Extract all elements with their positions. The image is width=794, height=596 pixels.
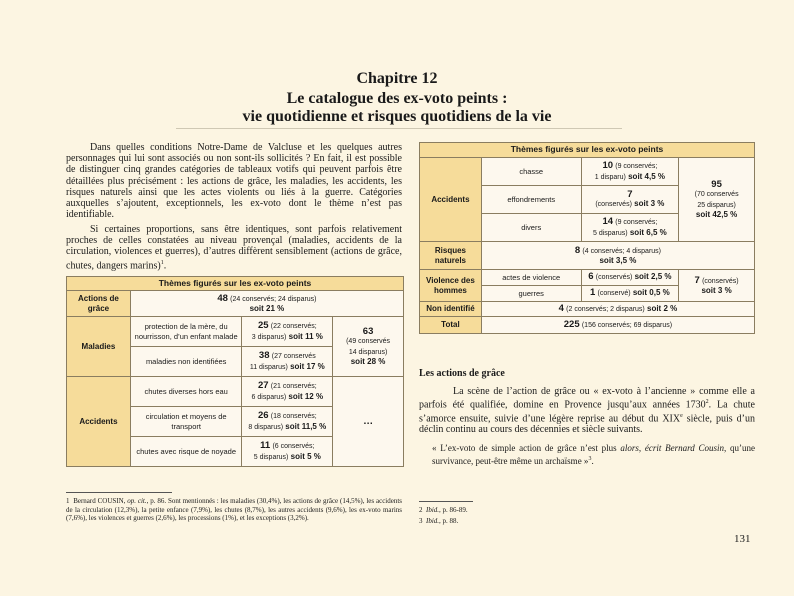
- footnote-rule-left: [66, 492, 172, 493]
- cell-value: 6 (conservés) soit 2,5 %: [581, 270, 679, 286]
- footnote-ref-1: 1: [160, 259, 164, 266]
- sub-label: protection de la mère, du nourrisson, d’un enfant malade: [130, 317, 242, 347]
- cell-violence-total: 7 (conservés) soit 3 %: [679, 270, 755, 302]
- sub-label: chasse: [481, 158, 581, 186]
- footnote-3: 3 Ibid., p. 88.: [419, 517, 459, 525]
- chapter-title-line2: vie quotidienne et risques quotidiens de la vie: [242, 108, 552, 125]
- cell-value: 25 (22 conservés; 3 disparus) soit 11 %: [242, 317, 333, 347]
- sub-label: guerres: [481, 286, 581, 302]
- sub-label: actes de violence: [481, 270, 581, 286]
- cell-value: 11 (6 conservés; 5 disparus) soit 5 %: [242, 437, 333, 467]
- section-paragraph: La scène de l’action de grâce ou « ex-voto à l’ancienne » comme elle a parfois été qualifiée, domine en Provence jusqu’aux années 1730$^2$. La chute s’amorce ensuite, suivie d’une légère reprise au début du XIXe siècle, puis d’un déclin continu au cours des décennies et siècle suivants.: [419, 386, 755, 436]
- cell-value: 14 (9 conservés; 5 disparus) soit 6,5 %: [581, 214, 679, 242]
- title-rule: [176, 128, 622, 129]
- row-label-risques: Risques naturels: [420, 242, 482, 270]
- footnote-rule-right: [419, 501, 473, 502]
- footnote-ref-2: 2: [705, 399, 709, 406]
- cell-maladies-total: 63 (49 conservés 14 disparus) soit 28 %: [333, 317, 404, 377]
- cell-value: 38 (27 conservés 11 disparus) soit 17 %: [242, 347, 333, 377]
- cell-value: 1 (conservé) soit 0,5 %: [581, 286, 679, 302]
- sub-label: effondrements: [481, 186, 581, 214]
- page-number: 131: [734, 533, 751, 545]
- paragraph-2: [66, 224, 402, 271]
- cell-accidents-continued: …: [333, 377, 404, 467]
- table-1-header: Thèmes figurés sur les ex-voto peints: [67, 277, 404, 291]
- footnote-1: 1 Bernard COUSIN, op. cit., p. 86. Sont mentionnés : les maladies (30,4%), les actions de grâce (14,5%), les accidents de la circulation (12,3%), la petite enfance (7,9%), les chutes (8,7%), les autres accidents (9,6%), les ex-voto marins (7,6%), les violences et guerres (2,6%), les processions (1%), et les exceptions (3,2%).: [66, 497, 403, 522]
- cell-non-identifie: 4 (2 conservés; 2 disparus) soit 2 %: [481, 302, 754, 317]
- paragraph-1: Dans quelles conditions Notre-Dame de Valcluse et les quelques autres personnages qui lui sont associés ou non sont-ils sollicités ? En fait, il est possible de distinguer cinq grandes catégories de tableaux votifs qui peuvent parfois être détaillées plus précisément : les actions de grâce, les maladies, les accidents, les risques naturels ainsi que les actes violents ou liés à la guerre. Catégories auxquelles s’ajoutent, exceptionnels, les ex-voto dont le thème n’est pas identifiable.: [66, 142, 402, 221]
- row-label-accidents: Accidents: [420, 158, 482, 242]
- row-label-violence: Violence des hommes: [420, 270, 482, 302]
- cell-graces: 48 (24 conservés; 24 disparus) soit 21 %: [130, 291, 403, 317]
- sub-label: chutes avec risque de noyade: [130, 437, 242, 467]
- quote: « L’ex-voto de simple action de grâce n’est plus alors, écrit Bernard Cousin, qu’une survivance, peut-être même un archaïsme »$^3$.: [432, 443, 755, 466]
- footnote-2: 2 Ibid., p. 86-89.: [419, 506, 468, 514]
- sub-label: maladies non identifiées: [130, 347, 242, 377]
- paragraph-2-text: Si certaines proportions, sans être identiques, sont parfois relativement proches de celles constatées au niveau provençal (maladies, accidents de la circulation, violences et guerres), d’autres diffèrent sensiblement (actions de grâce, chutes, dangers marins): [66, 224, 402, 271]
- themes-table-1: [66, 276, 404, 467]
- row-label-maladies: Maladies: [67, 317, 131, 377]
- cell-value: 26 (18 conservés; 8 disparus) soit 11,5 %: [242, 407, 333, 437]
- sub-label: circulation et moyens de transport: [130, 407, 242, 437]
- row-label-non-identifie: Non identifié: [420, 302, 482, 317]
- cell-value: 7 (conservés) soit 3 %: [581, 186, 679, 214]
- row-label-graces: Actions de grâce: [67, 291, 131, 317]
- chapter-number: Chapitre 12: [356, 70, 438, 87]
- cell-accidents-total: 95 (70 conservés 25 disparus) soit 42,5 %: [679, 158, 755, 242]
- sub-label: divers: [481, 214, 581, 242]
- cell-risques: 8 (4 conservés; 4 disparus) soit 3,5 %: [481, 242, 754, 270]
- footnote-ref-3: 3: [588, 455, 592, 462]
- themes-table-2: [419, 142, 755, 334]
- chapter-title-line1: Le catalogue des ex-voto peints :: [286, 90, 508, 107]
- row-label-accidents: Accidents: [67, 377, 131, 467]
- row-label-total: Total: [420, 317, 482, 334]
- cell-value: 27 (21 conservés; 6 disparus) soit 12 %: [242, 377, 333, 407]
- cell-total: 225 (156 conservés; 69 disparus): [481, 317, 754, 334]
- table-2-header: Thèmes figurés sur les ex-voto peints: [420, 143, 755, 158]
- cell-value: 10 (9 conservés; 1 disparu) soit 4,5 %: [581, 158, 679, 186]
- paragraph-2-end: .: [163, 259, 167, 271]
- sub-label: chutes diverses hors eau: [130, 377, 242, 407]
- section-title: Les actions de grâce: [419, 368, 505, 379]
